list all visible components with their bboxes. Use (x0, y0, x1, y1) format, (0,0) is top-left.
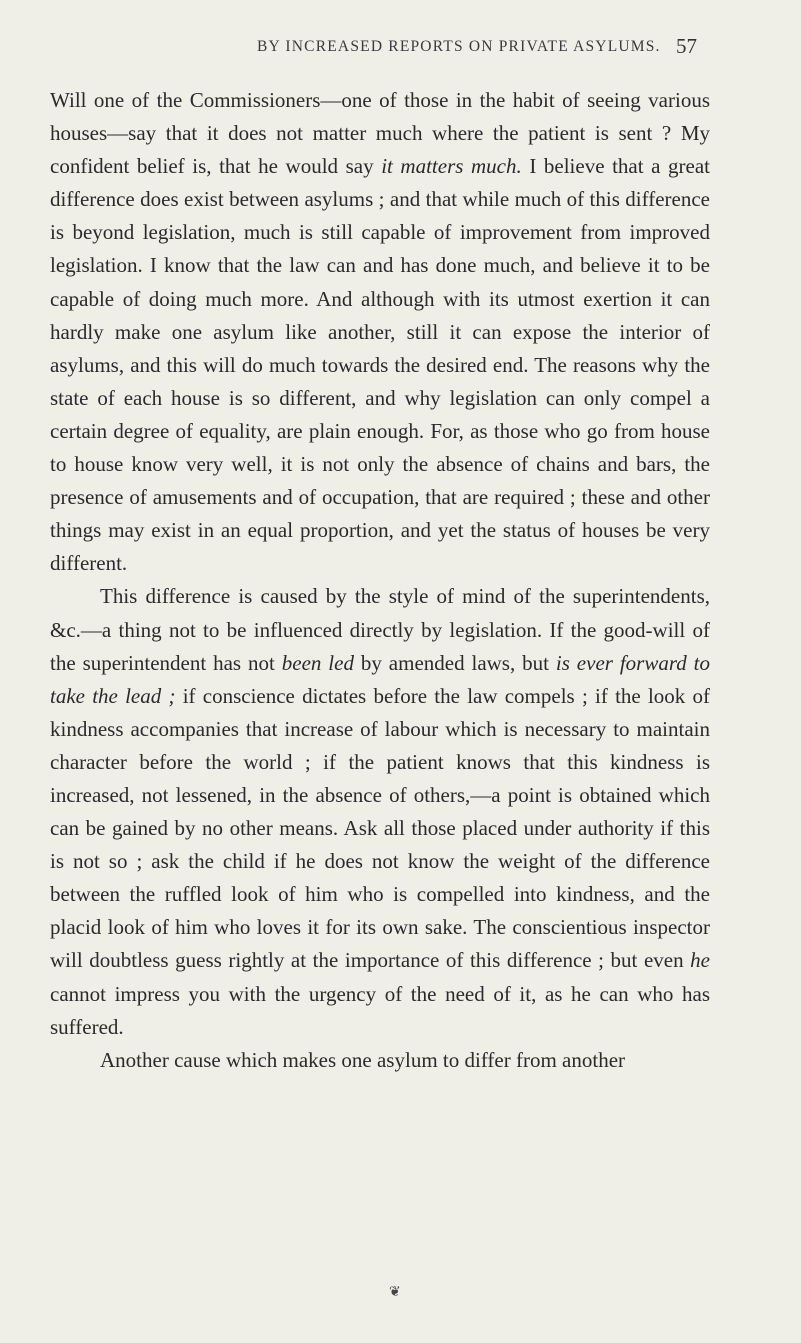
text-run: Will one of the Commissioners—one of those in the habit of seeing various houses—say that it does not matter much where the patient is sent ? My confident belief is, that he would say (50, 88, 710, 179)
text-run: Another cause which makes one asylum to differ from another (100, 1047, 626, 1072)
text-run: I believe that a great difference does exist between asylums ; and that while much of this difference is beyond legislation, much is still capable of improvement from improved legislation. I know that the law can and has done much, and believe it to be capable of doing much more. And although with its utmost exertion it can hardly make one asylum like another, still it can expose the interior of asylums, and this will do much towards the desired end. The reasons why the state of each house is so different, and why legislation can only compel a certain degree of equality, are plain enough. For, as those who go from house to house know very well, it is not only the absence of chains and bars, the presence of amusements and of occupation, that are required ; these and other things may exist in an equal proportion, and yet the status of houses be very different. (50, 154, 711, 576)
text-run: by amended laws, but (353, 650, 556, 675)
printer-mark: ❦ (389, 1285, 401, 1300)
body-text (50, 84, 710, 1077)
text-run: if conscience dictates before the law compels ; if the look of kindness accompanies that increase of labour which is necessary to maintain character before the world ; if the patient knows that this kindness is increased, not lessened, in the absence of others,—a point is obtained which can be gained by no other means. Ask all those placed under authority if this is not so ; ask the child if he does not know the weight of the difference between the ruffled look of him who is compelled into kindness, and the placid look of him who loves it for its own sake. The conscientious inspector will doubtless guess rightly at the importance of this difference ; but even (50, 683, 711, 973)
paragraph-3 (50, 1044, 710, 1077)
italic-run: been led (281, 650, 354, 675)
running-title: BY INCREASED REPORTS ON PRIVATE ASYLUMS. (257, 38, 661, 55)
paragraph-2 (50, 580, 710, 1043)
paragraph-1 (50, 84, 710, 580)
text-run: This difference is caused by the style of mind of the superintendents, &c.—a thing not to be influenced directly by legislation. If the good-will of the superintendent has not (50, 584, 710, 675)
italic-run: is ever forward to take the lead ; (50, 650, 710, 708)
text-run: cannot impress you with the urgency of the need of it, as he can who has suffered. (50, 981, 710, 1039)
page-number: 57 (676, 34, 697, 58)
italic-run: he (690, 948, 710, 973)
italic-run: it matters much. (381, 154, 522, 179)
